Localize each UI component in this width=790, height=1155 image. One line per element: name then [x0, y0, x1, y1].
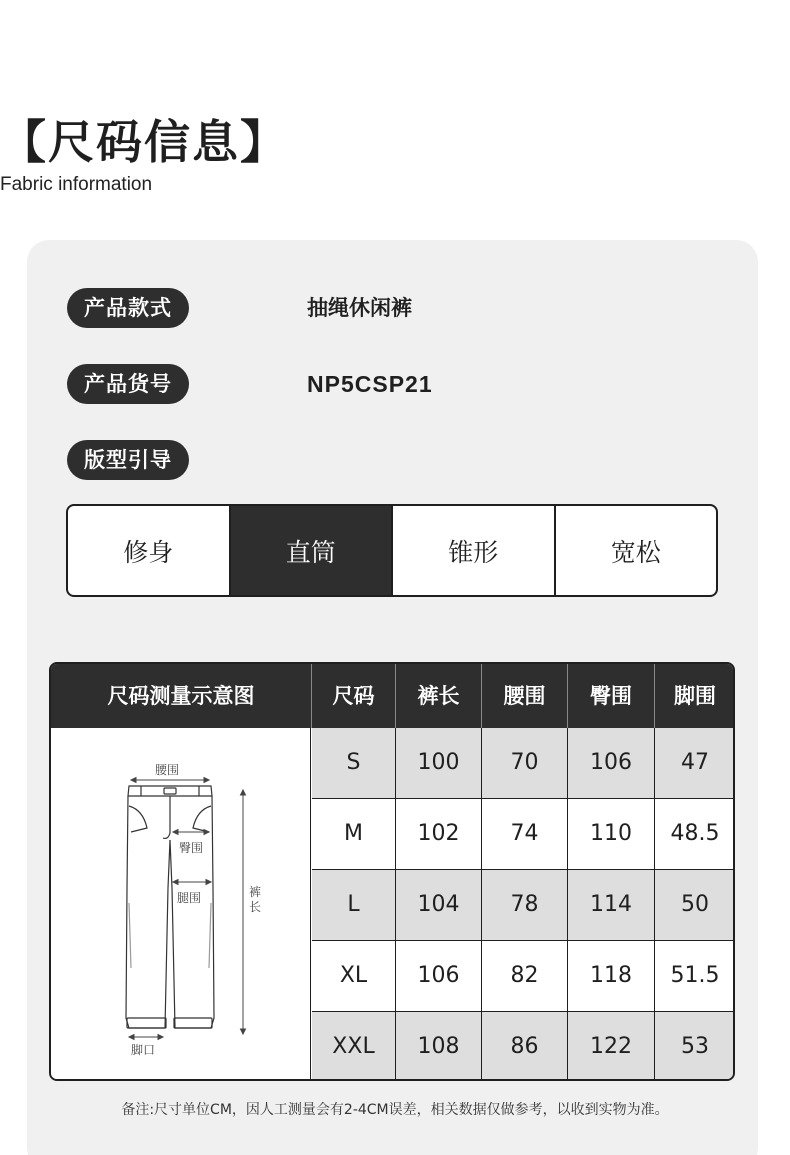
- pants-illustration: [51, 728, 311, 1081]
- product-code-value: NP5CSP21: [307, 371, 433, 397]
- size-note: 备注:尺寸单位CM，因人工测量会有2-4CM误差，相关数据仅做参考，以收到实物为准。: [121, 1102, 669, 1118]
- product-style-value: 抽绳休闲裤: [307, 296, 412, 320]
- cell-waist: 78: [510, 892, 539, 917]
- cell-hem: 51.5: [670, 963, 720, 988]
- size-row-m: [312, 799, 735, 869]
- cell-length: 106: [417, 963, 460, 988]
- diagram-label-thigh: 腿围: [177, 891, 202, 905]
- cell-size: XL: [339, 963, 368, 988]
- cell-length: 100: [417, 750, 460, 775]
- cell-size: M: [344, 821, 363, 846]
- cell-hip: 122: [590, 1034, 632, 1059]
- diagram-label-length-2: 长: [249, 900, 262, 914]
- fit-option-straight: 直筒: [231, 506, 394, 595]
- diagram-label-hem: 脚口: [131, 1043, 156, 1057]
- cell-waist: 74: [510, 821, 539, 846]
- cell-hem: 50: [681, 892, 709, 917]
- size-row-s: [312, 728, 735, 798]
- cell-hip: 114: [590, 892, 632, 917]
- cell-size: S: [346, 750, 361, 775]
- header-length: 裤长: [417, 684, 460, 708]
- diagram-label-hip: 臀围: [179, 841, 204, 855]
- size-row-xxl: [312, 1012, 735, 1081]
- cell-hip: 110: [590, 821, 632, 846]
- fit-options: [66, 504, 718, 597]
- cell-hem: 47: [681, 750, 709, 775]
- cell-length: 108: [417, 1034, 460, 1059]
- cell-hip: 118: [590, 963, 632, 988]
- product-code-label: 产品货号: [67, 364, 189, 404]
- cell-waist: 86: [510, 1034, 539, 1059]
- cell-size: L: [347, 892, 360, 917]
- size-row-xl: [312, 941, 735, 1011]
- product-style-label: 产品款式: [67, 288, 189, 328]
- cell-length: 102: [417, 821, 460, 846]
- size-row-l: [312, 870, 735, 940]
- fit-option-loose: 宽松: [610, 537, 661, 567]
- cell-waist: 70: [510, 750, 539, 775]
- pants-diagram: [51, 728, 311, 1081]
- page-title: 【尺码信息】: [0, 115, 288, 169]
- cell-size: XXL: [332, 1034, 375, 1059]
- header-waist: 腰围: [503, 684, 546, 708]
- fit-guide-label: 版型引导: [67, 440, 189, 480]
- fit-option-tapered: 锥形: [393, 506, 556, 595]
- cell-hem: 48.5: [670, 821, 720, 846]
- page-subtitle: Fabric information: [0, 174, 153, 195]
- diagram-label-waist: 腰围: [155, 763, 180, 777]
- fit-option-slim: 修身: [68, 506, 231, 595]
- header-hip: 臀围: [590, 684, 632, 708]
- header-size: 尺码: [332, 684, 375, 708]
- cell-hem: 53: [681, 1034, 709, 1059]
- diagram-label-length-1: 裤: [249, 885, 262, 899]
- header-diagram: 尺码测量示意图: [107, 684, 255, 708]
- cell-length: 104: [417, 892, 460, 917]
- cell-hip: 106: [590, 750, 632, 775]
- header-hem: 脚围: [674, 684, 716, 708]
- size-table-header: [51, 664, 733, 728]
- cell-waist: 82: [510, 963, 539, 988]
- size-table: [49, 662, 735, 1081]
